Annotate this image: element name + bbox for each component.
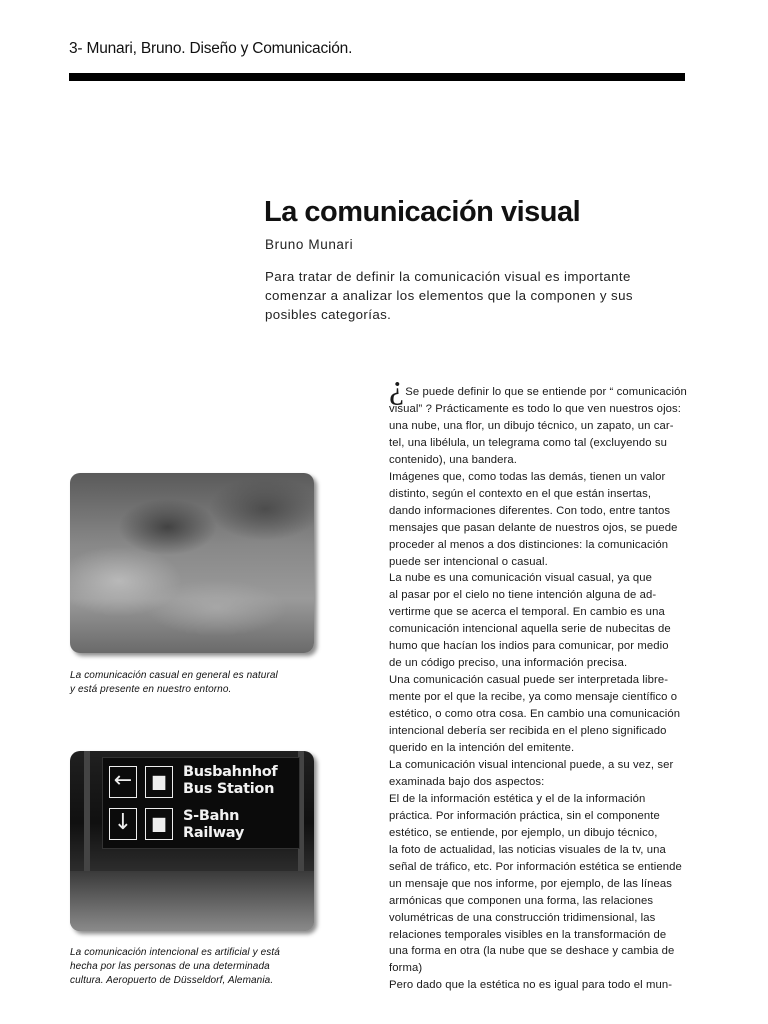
body-line: intencional debería ser recibida en el pleno significado	[389, 725, 667, 738]
body-line: Una comunicación casual puede ser interpretada libre-	[389, 674, 669, 687]
sign-line: Bus Station	[183, 781, 275, 797]
station-floor	[70, 871, 314, 931]
sign-line: S-Bahn	[183, 808, 240, 824]
arrow-down-icon: ↓	[109, 808, 137, 840]
header-rule	[69, 73, 685, 81]
body-line: tel, una libélula, un telegrama como tal (excluyendo su	[389, 436, 668, 449]
page-header: 3- Munari, Bruno. Diseño y Comunicación.	[69, 40, 353, 57]
body-line: comunicación intencional aquella serie de nubecitas de	[389, 623, 671, 636]
bus-icon: ▆	[145, 766, 173, 798]
body-line: relaciones temporales visibles en la transformación de	[389, 928, 667, 941]
body-line: Se puede definir lo que se entiende por “ comunicación	[405, 386, 687, 398]
body-line: vertirme que se acerca el temporal. En cambio es una	[389, 606, 665, 619]
arrow-left-icon: ←	[109, 766, 137, 798]
body-line: práctica. Por información práctica, sin el componente	[389, 809, 660, 822]
body-line: El de la información estética y el de la información	[389, 792, 646, 805]
body-line: un mensaje que nos informe, por ejemplo, de las líneas	[389, 877, 672, 890]
body-line: armónicas que componen una forma, las relaciones	[389, 894, 654, 907]
body-line: forma)	[389, 962, 423, 975]
body-line: La comunicación visual intencional puede, a su vez, ser	[389, 758, 674, 771]
body-line: querido en la intención del emitente.	[389, 742, 575, 755]
body-line: mensajes que pasan delante de nuestros ojos, se puede	[389, 521, 678, 534]
body-line: dando informaciones diferentes. Con todo, entre tantos	[389, 504, 671, 517]
sign-line: Busbahnhof	[183, 764, 278, 780]
body-line: señal de tráfico, etc. Por información estética se entiende	[389, 860, 682, 873]
body-line: al pasar por el cielo no tiene intención alguna de ad-	[389, 589, 657, 602]
caption-line: La comunicación casual en general es natural	[70, 670, 278, 681]
article-author: Bruno Munari	[265, 237, 354, 252]
body-line: proceder al menos a dos distinciones: la comunicación	[389, 538, 669, 551]
station-photo	[70, 751, 314, 931]
clouds-caption	[70, 669, 310, 697]
body-line: humo que hacían los indios para comunicar, por medio	[389, 640, 669, 653]
body-line: volumétricas de una construcción tridimensional, las	[389, 911, 656, 924]
body-line: mente por el que la recibe, ya como mensaje científico o	[389, 691, 678, 704]
body-line: visual” ? Prácticamente es todo lo que ven nuestros ojos:	[389, 402, 682, 415]
intro-line: Para tratar de definir la comunicación visual es importante	[265, 269, 631, 284]
body-line: una forma en otra (la nube que se deshace y cambia de	[389, 945, 675, 958]
station-caption	[70, 946, 310, 988]
dropcap: ¿	[389, 369, 405, 406]
body-line: contenido), una bandera.	[389, 453, 518, 466]
station-sign	[102, 757, 300, 849]
body-line: estético, se entiende, por ejemplo, un dibujo técnico,	[389, 826, 658, 839]
body-line: de un código preciso, una información precisa.	[389, 657, 628, 670]
body-line: estético, o como otra cosa. En cambio una comunicación	[389, 708, 681, 721]
body-line: examinada bajo dos aspectos:	[389, 775, 545, 788]
body-line: La nube es una comunicación visual casual, ya que	[389, 572, 653, 585]
article-body	[389, 364, 689, 994]
caption-line: y está presente en nuestro entorno.	[70, 684, 232, 695]
caption-line: hecha por las personas de una determinada	[70, 961, 270, 972]
clouds-photo	[70, 473, 314, 653]
intro-line: posibles categorías.	[265, 307, 392, 322]
body-first-line	[389, 369, 689, 406]
body-line: la foto de actualidad, las noticias visuales de la tv, una	[389, 843, 666, 856]
article-intro	[265, 267, 645, 324]
body-lines	[389, 401, 689, 994]
body-line: una nube, una flor, un dibujo técnico, un zapato, un car-	[389, 419, 674, 432]
intro-line: comenzar a analizar los elementos que la componen y sus	[265, 288, 633, 303]
train-icon: ▆	[145, 808, 173, 840]
caption-line: La comunicación intencional es artificial y está	[70, 947, 280, 958]
caption-line: cultura. Aeropuerto de Düsseldorf, Alemania.	[70, 975, 274, 986]
body-line: Imágenes que, como todas las demás, tienen un valor	[389, 470, 666, 483]
body-line: distinto, según el contexto en el que están insertas,	[389, 487, 652, 500]
article-title: La comunicación visual	[264, 196, 581, 228]
body-line: Pero dado que la estética no es igual para todo el mun-	[389, 979, 673, 992]
body-line: puede ser intencional o casual.	[389, 555, 548, 568]
sign-line: Railway	[183, 825, 244, 841]
